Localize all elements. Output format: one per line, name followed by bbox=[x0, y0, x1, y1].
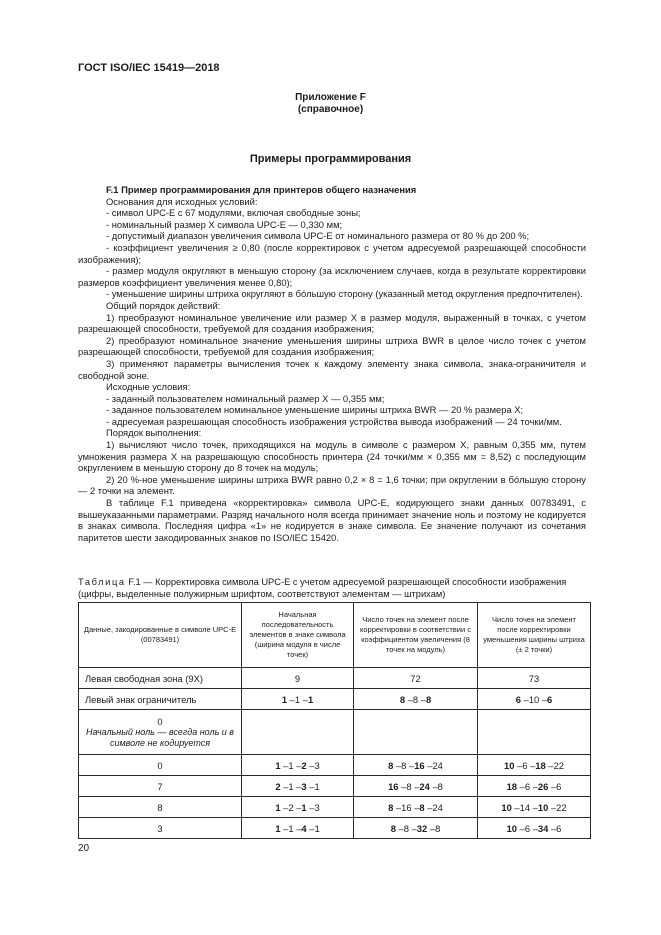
element-width: 4 bbox=[301, 822, 307, 834]
caption-text: F.1 — Корректировка символа UPC-E с учетом адресуемой разрешающей способности изображения (цифры, выделенные полужирным шрифтом, соответствуют элементам — штрихам) bbox=[78, 577, 567, 599]
correction-table bbox=[78, 602, 591, 839]
section-heading: F.1 Пример программирования для принтеров общего назначения bbox=[106, 184, 417, 195]
element-width: 8 bbox=[388, 759, 394, 771]
element-width: 1 bbox=[275, 822, 281, 834]
element-width: 1 bbox=[301, 801, 307, 813]
row-label: Левая свободная зона (9X) bbox=[79, 668, 242, 689]
paragraph: - заданное пользователем номинальное уменьшение ширины штриха BWR — 20 % размера X; bbox=[106, 404, 524, 416]
table-row bbox=[79, 755, 591, 776]
element-width: 26 bbox=[537, 780, 549, 792]
paragraph: - заданный пользователем номинальный размер X — 0,355 мм; bbox=[106, 392, 385, 404]
cell-reduced bbox=[478, 710, 591, 755]
element-width: 8 bbox=[419, 801, 425, 813]
element-width: 16 bbox=[414, 759, 425, 771]
row-label: 7 bbox=[79, 776, 242, 797]
element-width: 8 bbox=[406, 780, 412, 792]
table-row bbox=[79, 818, 591, 839]
element-width: 2 bbox=[275, 780, 281, 792]
paragraph: Исходные условия: bbox=[106, 381, 191, 393]
paragraph: - уменьшение ширины штриха округляют в бо́льшую сторону (указанный метод округления предпочтителен). bbox=[106, 288, 583, 300]
element-width: 8 bbox=[437, 780, 443, 792]
element-width: 8 bbox=[388, 801, 394, 813]
paragraph: 1) вычисляют число точек, приходящихся на модуль в символе с размером X, равным 0,355 мм, путем умножения размера X на разрешающую способность принтера (24 точки/мм × 0,355 мм = 8,52) с последующим округлением в меньшую сторону до 8 точек на модуль; bbox=[78, 439, 586, 474]
paragraph: В таблице F.1 приведена «корректировка» символа UPC-E, кодирующего знаки данных 00783491, с вышеуказанными параметрами. Разряд начального ноля всегда принимает значение ноль и поэтому не кодируется в знаках символа. Последняя цифра «1» не кодируется в знаке символа. Ее значение получают из сочетания паритетов шести закодированных знаков по ISO/IEC 15420. bbox=[78, 497, 586, 543]
element-width: 6 bbox=[524, 822, 531, 834]
body-text bbox=[78, 184, 586, 543]
paragraph: Порядок выполнения: bbox=[106, 427, 202, 439]
paragraph: 2) 20 %-ное уменьшение ширины штриха BWR равно 0,2 × 8 = 1,6 точки; при округлении в бо́льшую сторону — 2 точки на элемент. bbox=[78, 473, 586, 497]
element-width: 1 bbox=[275, 801, 281, 813]
element-width: 3 bbox=[301, 780, 307, 792]
element-width: 6 bbox=[556, 822, 562, 834]
element-width: 1 bbox=[307, 693, 314, 705]
element-width: 10 bbox=[537, 801, 549, 813]
element-width: 8 bbox=[403, 822, 409, 834]
column-header: Число точек на элемент после корректировки уменьшения ширины штриха (± 2 точки) bbox=[478, 603, 591, 668]
table-row bbox=[79, 668, 591, 689]
table-row bbox=[79, 689, 591, 710]
cell-scaled: 8 –8 –32 –8 bbox=[354, 818, 478, 839]
element-width: 22 bbox=[556, 801, 567, 813]
paragraph: 3) применяют параметры вычисления точек к каждому элементу знака символа, знака-ограничителя и свободной зоне. bbox=[78, 357, 586, 381]
element-width: 8 bbox=[412, 693, 419, 705]
element-width: 34 bbox=[537, 822, 549, 834]
paragraph: - адресуемая разрешающая способность изображения устройства вывода изображений — 24 точки/мм. bbox=[106, 415, 562, 427]
element-width: 1 bbox=[288, 822, 294, 834]
element-width: 32 bbox=[416, 822, 428, 834]
cell-reduced: 18 –6 –26 –6 bbox=[478, 776, 591, 797]
cell-scaled: 16 –8 –24 –8 bbox=[354, 776, 478, 797]
element-width: 2 bbox=[288, 801, 294, 813]
cell-initial: 2 –1 –3 –1 bbox=[242, 776, 354, 797]
column-header: Данные, закодированные в символе UPC-E (00783491) bbox=[79, 603, 242, 668]
cell-initial: 9 bbox=[242, 668, 354, 689]
element-width: 2 bbox=[301, 759, 307, 771]
element-width: 3 bbox=[314, 759, 320, 771]
element-width: 1 bbox=[275, 759, 281, 771]
cell-reduced: 10 –6 –34 –6 bbox=[478, 818, 591, 839]
element-width: 16 bbox=[401, 801, 412, 813]
table-row bbox=[79, 797, 591, 818]
cell-initial: 1 –1 –1 bbox=[242, 689, 354, 710]
element-width: 8 bbox=[425, 693, 432, 705]
element-width: 1 bbox=[314, 780, 320, 792]
element-width: 1 bbox=[288, 780, 294, 792]
cell-reduced: 10 –14 –10 –22 bbox=[478, 797, 591, 818]
element-width: 8 bbox=[390, 822, 396, 834]
row-label: 0 bbox=[79, 755, 242, 776]
table-row bbox=[79, 710, 591, 755]
element-width: 24 bbox=[432, 801, 443, 813]
row-label bbox=[79, 710, 242, 755]
element-width: 1 bbox=[281, 693, 288, 705]
column-header: Число точек на элемент после корректировки в соответствии с коэффициентом увеличения (8 точек на модуль) bbox=[354, 603, 478, 668]
element-width: 14 bbox=[519, 801, 531, 813]
element-width: 24 bbox=[419, 780, 430, 792]
paragraph: Общий порядок действий: bbox=[106, 299, 221, 311]
cell-initial bbox=[242, 710, 354, 755]
row-label-digit: 0 bbox=[157, 715, 163, 727]
element-width: 6 bbox=[556, 780, 562, 792]
row-label: 8 bbox=[79, 797, 242, 818]
element-width: 6 bbox=[524, 780, 531, 792]
table-row bbox=[79, 776, 591, 797]
row-label-note: Начальный ноль — всегда ноль и в символе не кодируется bbox=[85, 726, 235, 748]
paragraph: 1) преобразуют номинальное увеличение или размер X в размер модуля, выраженный в точках, с учетом разрешающей способности, требуемой для создания изображения; bbox=[78, 311, 586, 335]
element-width: 24 bbox=[432, 759, 443, 771]
element-width: 1 bbox=[288, 759, 294, 771]
cell-scaled: 8 –8 –16 –24 bbox=[354, 755, 478, 776]
element-width: 6 bbox=[515, 693, 521, 705]
element-width: 8 bbox=[435, 822, 441, 834]
cell-scaled bbox=[354, 710, 478, 755]
document-header: ГОСТ ISO/IEC 15419—2018 bbox=[78, 62, 220, 74]
element-width: 10 bbox=[528, 693, 540, 705]
element-width: 10 bbox=[501, 801, 512, 813]
annex-title: Приложение F bbox=[295, 92, 366, 103]
element-width: 18 bbox=[535, 759, 546, 771]
cell-initial: 1 –1 –4 –1 bbox=[242, 818, 354, 839]
element-width: 6 bbox=[547, 693, 553, 705]
cell-scaled: 8 –8 –8 bbox=[354, 689, 478, 710]
element-width: 22 bbox=[553, 759, 564, 771]
paragraph: - номинальный размер X символа UPC-E — 0,330 мм; bbox=[106, 218, 343, 230]
paragraph: Основания для исходных условий: bbox=[106, 195, 258, 207]
page-number: 20 bbox=[78, 843, 90, 854]
page-title: Примеры программирования bbox=[249, 153, 412, 165]
paragraph: - допустимый диапазон увеличения символа UPC-E от номинального размера от 80 % до 200 %; bbox=[106, 230, 530, 242]
cell-initial: 1 –2 –1 –3 bbox=[242, 797, 354, 818]
row-label: 3 bbox=[79, 818, 242, 839]
annex-subtitle: (справочное) bbox=[297, 104, 364, 115]
element-width: 16 bbox=[388, 780, 399, 792]
element-width: 3 bbox=[314, 801, 320, 813]
element-width: 18 bbox=[506, 780, 518, 792]
cell-reduced: 10 –6 –18 –22 bbox=[478, 755, 591, 776]
element-width: 10 bbox=[506, 822, 518, 834]
paragraph: 2) преобразуют номинальное значение уменьшения ширины штриха BWR в целое число точек с учетом разрешающей способности, требуемой для создания изображения; bbox=[78, 334, 586, 358]
cell-reduced: 73 bbox=[478, 668, 591, 689]
paragraph: - коэффициент увеличения ≥ 0,80 (после корректировок с учетом адресуемой разрешающей способности изображения); bbox=[78, 241, 586, 265]
element-width: 8 bbox=[399, 693, 406, 705]
table-caption bbox=[78, 577, 588, 600]
paragraph: - символ UPC-E с 67 модулями, включая свободные зоны; bbox=[106, 207, 361, 219]
cell-scaled: 8 –16 –8 –24 bbox=[354, 797, 478, 818]
element-width: 1 bbox=[314, 822, 320, 834]
element-width: 8 bbox=[401, 759, 407, 771]
element-width: 10 bbox=[503, 759, 515, 771]
element-width: 1 bbox=[294, 693, 301, 705]
annex-heading bbox=[0, 92, 661, 116]
cell-scaled: 72 bbox=[354, 668, 478, 689]
table-header-row bbox=[79, 603, 591, 668]
paragraph: - размер модуля округляют в меньшую сторону (за исключением случаев, когда в результате корректировки размеров коэффициент увеличения менее 0,80); bbox=[78, 265, 586, 288]
cell-reduced: 6 –10 –6 bbox=[478, 689, 591, 710]
cell-initial: 1 –1 –2 –3 bbox=[242, 755, 354, 776]
caption-label: Таблица bbox=[78, 577, 126, 587]
element-width: 6 bbox=[522, 759, 528, 771]
column-header: Начальная последовательность элементов в знаке символа (ширина модуля в числе точек) bbox=[242, 603, 354, 668]
row-label: Левый знак ограничитель bbox=[79, 689, 242, 710]
